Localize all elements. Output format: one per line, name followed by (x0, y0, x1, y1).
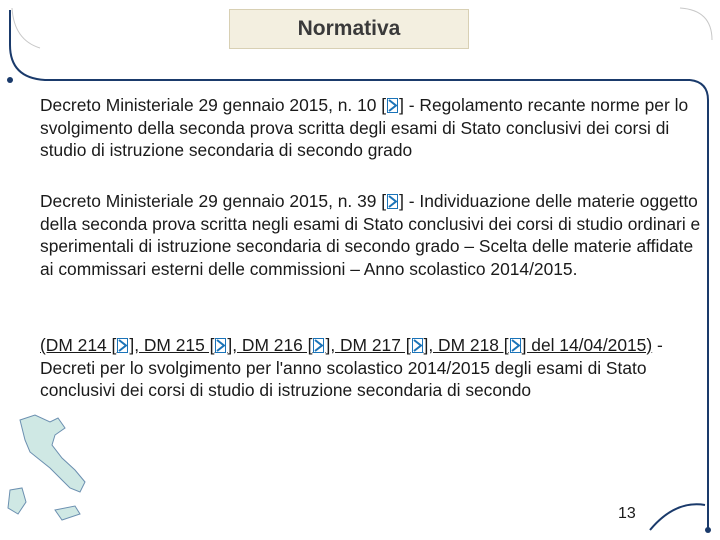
dm-214-label[interactable]: (DM 214 [ (40, 335, 117, 355)
decree-item-2 (40, 190, 708, 280)
link-arrow-icon[interactable] (117, 338, 128, 353)
italy-map-icon (0, 410, 100, 535)
decree-1-text-b: ] - Regolamento recante norme per lo svolgimento della seconda prova scritta degli esami di Stato conclusivi dei corsi di studio di istruzione secondaria di secondo grado (40, 95, 689, 160)
slide-title-box (229, 9, 469, 49)
dm-218-label[interactable]: ], DM 218 [ (423, 335, 509, 355)
page-number: 13 (618, 505, 636, 522)
dm-215-label[interactable]: ], DM 215 [ (129, 335, 215, 355)
link-arrow-icon[interactable] (510, 338, 521, 353)
dm-links[interactable] (40, 335, 652, 355)
dm-date-label[interactable]: ] del 14/04/2015) (521, 335, 653, 355)
link-arrow-icon[interactable] (387, 98, 398, 113)
decree-1-text-a: Decreto Ministeriale 29 gennaio 2015, n. 10 [ (40, 95, 387, 115)
decree-2-text-b: ] - Individuazione delle materie oggetto della seconda prova scritta negli esami di Stato conclusivi dei corsi di studio ordinari e sperimentali di istruzione secondaria di secondo grado – Scelta delle materie affidate ai commissari esterni delle commissioni – Anno scolastico 2014/2015. (40, 191, 701, 279)
link-arrow-icon[interactable] (215, 338, 226, 353)
decree-2-text-a: Decreto Ministeriale 29 gennaio 2015, n. 39 [ (40, 191, 387, 211)
link-arrow-icon[interactable] (387, 194, 398, 209)
link-arrow-icon[interactable] (412, 338, 423, 353)
dm-217-label[interactable]: ], DM 217 [ (325, 335, 411, 355)
dm-216-label[interactable]: ], DM 216 [ (227, 335, 313, 355)
decree-item-1 (40, 94, 708, 162)
decree-3-text-rest: - Decreti per lo svolgimento per l'anno scolastico 2014/2015 degli esami di Stato conclusivi dei corsi di studio di istruzione secondaria di secondo (40, 335, 663, 400)
slide-title: Normativa (297, 17, 401, 40)
link-arrow-icon[interactable] (313, 338, 324, 353)
decree-item-3 (40, 334, 708, 402)
